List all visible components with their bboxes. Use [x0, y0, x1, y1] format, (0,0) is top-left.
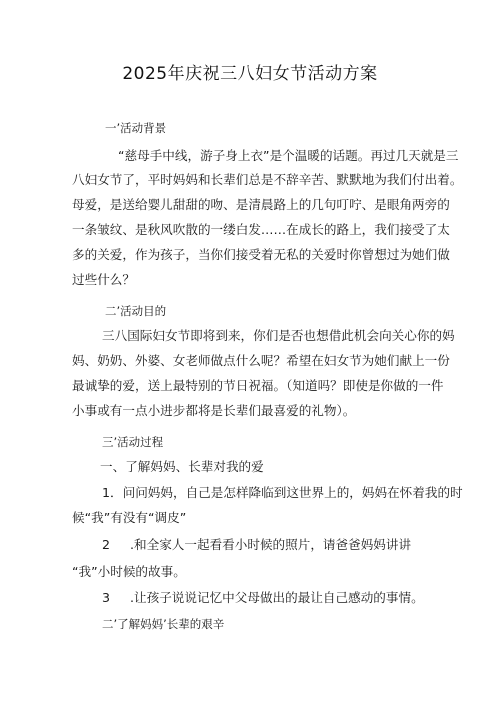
list-item-line: 候“我”有没有“调皮” [72, 510, 187, 525]
paragraph-line: 多的关爱，作为孩子，当你们接受着无私的关爱时你曾想过为她们做 [72, 247, 450, 262]
subsection-heading: 二’了解妈妈’长辈的艰辛 [102, 617, 225, 631]
list-item-line: .让孩子说说记忆中父母做出的最让自己感动的事情。 [130, 590, 424, 605]
list-item-number: 3 [102, 590, 111, 605]
section-heading-background: 一’活动背景 [105, 121, 167, 135]
paragraph-line: 最诚挚的爱，送上最特别的节日祝福。（知道吗？即使是你做的一件 [72, 378, 444, 393]
section-heading-process: 三’活动过程 [102, 435, 164, 449]
paragraph-line: 过些什么？ [72, 272, 135, 287]
subsection-heading: 一、了解妈妈、长辈对我的爱 [100, 459, 264, 474]
paragraph-line: 母爱，是送给婴儿甜甜的吻、是清晨路上的几句叮咛、是眼角两旁的 [72, 197, 450, 212]
paragraph-line: 小事或有一点小进步都将是长辈们最喜爱的礼物）。 [72, 403, 356, 418]
list-item-line: 1．问问妈妈，自己是怎样降临到这世界上的，妈妈在怀着我的时 [102, 485, 463, 500]
paragraph-line: 妈、奶奶、外婆、女老师做点什么呢？希望在妇女节为她们献上一份 [72, 353, 450, 368]
page-title: 2025年庆祝三八妇女节活动方案 [122, 64, 378, 84]
section-heading-purpose: 二’活动目的 [105, 304, 167, 318]
paragraph-line: 三八国际妇女节即将到来，你们是否也想借此机会向关心你的妈 [102, 328, 455, 343]
list-item-number: 2 [102, 537, 111, 552]
paragraph-line: 一条皱纹、是秋风吹散的一缕白发……在成长的路上，我们接受了太 [72, 222, 450, 237]
list-item-line: .和全家人一起看看小时候的照片，请爸爸妈妈讲讲 [130, 537, 412, 552]
paragraph-line: “慈母手中线，游子身上衣”是个温暖的话题。再过几天就是三 [118, 148, 459, 163]
paragraph-line: 八妇女节了，平时妈妈和长辈们总是不辞辛苦、默默地为我们付出着。 [72, 172, 463, 187]
list-item-line: “我”小时候的故事。 [72, 564, 186, 579]
